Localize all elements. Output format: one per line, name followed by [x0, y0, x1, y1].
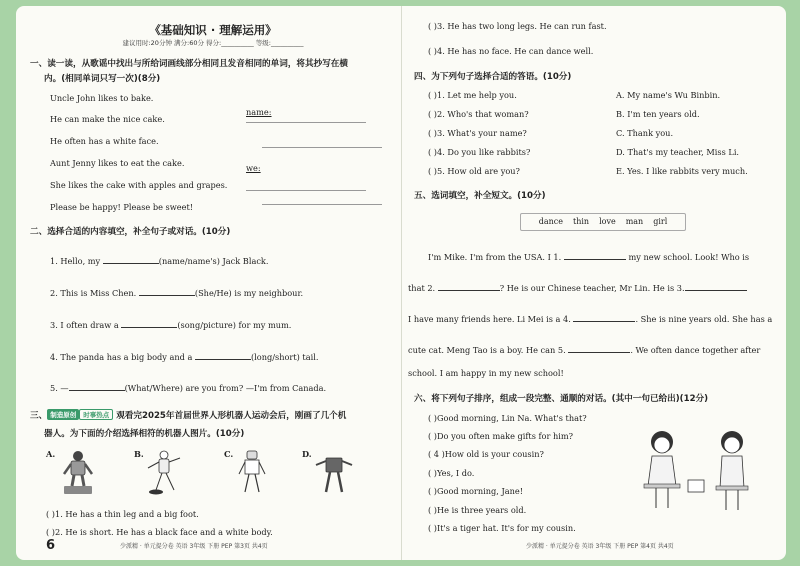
reply-c: C. Thank you. — [616, 128, 674, 138]
rhyme-line-4: Aunt Jenny likes to eat the cake. — [50, 158, 185, 168]
reply-q5: ( )5. How old are you? — [428, 166, 520, 176]
reply-q2: ( )2. Who's that woman? — [428, 109, 529, 119]
passage-blank-3[interactable] — [685, 281, 747, 291]
dialog-line-1: ( )Good morning, Lin Na. What's that? — [428, 413, 587, 423]
passage-line-1: I'm Mike. I'm from the USA. I 1. my new school. Look! Who is — [428, 252, 750, 262]
robot-label-a: A. — [46, 449, 56, 459]
section4-heading: 四、为下列句子选择合适的答语。(10分) — [414, 72, 572, 82]
robot-label-d: D. — [302, 449, 312, 459]
reply-q3: ( )3. What's your name? — [428, 128, 527, 138]
passage-line-5: school. I am happy in my new school! — [408, 368, 564, 378]
page-title: 《基础知识 · 理解运用》 — [149, 23, 277, 37]
original-tag: 制造原创 — [47, 409, 79, 420]
news-tag: 时事热点 — [79, 409, 113, 420]
robot-a-image — [56, 450, 100, 496]
passage-blank-2[interactable] — [438, 281, 500, 291]
fill-blank-3[interactable] — [121, 318, 177, 328]
answer-line-we[interactable] — [246, 186, 366, 191]
section6-heading: 六、将下列句子排序，组成一段完整、通顺的对话。(其中一句已给出)(12分) — [414, 394, 709, 404]
right-footer: 少派精 · 单元提分卷 英语 3年级 下册 PEP 第4页 共4页 — [526, 543, 674, 550]
robot-q2: ( )2. He is short. He has a black face and a white body. — [46, 527, 273, 537]
fill-blank-2[interactable] — [139, 286, 195, 296]
answer-line-name-2[interactable] — [262, 143, 382, 148]
fill-blank-4[interactable] — [195, 350, 251, 360]
robot-q3: ( )3. He has two long legs. He can run fast. — [428, 21, 607, 31]
fill-q4: 4. The panda has a big body and a (long/short) tail. — [50, 352, 319, 362]
fill-q2: 2. This is Miss Chen. (She/He) is my neighbour. — [50, 288, 304, 298]
page-number: 6 — [46, 538, 56, 553]
rhyme-line-1: Uncle John likes to bake. — [50, 93, 154, 103]
dialog-line-7: ( )It's a tiger hat. It's for my cousin. — [428, 523, 576, 533]
robot-d-image — [312, 450, 356, 496]
dialog-line-3: ( 4 )How old is your cousin? — [428, 449, 544, 459]
fill-q1: 1. Hello, my (name/name's) Jack Black. — [50, 256, 269, 266]
rhyme-line-6: Please be happy! Please be sweet! — [50, 202, 194, 212]
passage-line-4: cute cat. Meng Tao is a boy. He can 5. . We often dance together after — [408, 345, 761, 355]
word-girl: girl — [653, 217, 668, 226]
rhyme-line-3: He often has a white face. — [50, 136, 159, 146]
reply-b: B. I'm ten years old. — [616, 109, 700, 119]
reply-q4: ( )4. Do you like rabbits? — [428, 147, 531, 157]
robot-q4: ( )4. He has no face. He can dance well. — [428, 46, 594, 56]
answer-line-name[interactable] — [246, 118, 366, 123]
right-page — [408, 6, 776, 560]
word-thin: thin — [572, 217, 590, 226]
passage-blank-5[interactable] — [568, 343, 630, 353]
left-page — [30, 6, 396, 560]
rhyme-line-2: He can make the nice cake. — [50, 114, 165, 124]
exam-sheet — [16, 6, 786, 560]
section1-heading-cont: 内。(相同单词只写一次)(8分) — [44, 74, 161, 84]
left-footer: 少派精 · 单元提分卷 英语 3年级 下册 PEP 第3页 共4页 — [120, 543, 268, 550]
robot-label-b: B. — [134, 449, 144, 459]
fill-blank-1[interactable] — [103, 254, 159, 264]
robot-b-image — [142, 450, 186, 496]
score-info: 建议用时:20分钟 满分:60分 得分:__________ 等级:__________ — [122, 39, 304, 47]
rhyme-line-5: She likes the cake with apples and grapes. — [50, 180, 228, 190]
word-we-label: we: — [246, 163, 261, 173]
word-dance: dance — [538, 217, 563, 226]
section2-heading: 二、选择合适的内容填空，补全句子或对话。(10分) — [30, 227, 231, 237]
word-love: love — [599, 217, 616, 226]
robot-q1: ( )1. He has a thin leg and a big foot. — [46, 509, 199, 519]
reply-d: D. That's my teacher, Miss Li. — [616, 147, 740, 157]
reply-e: E. Yes. I like rabbits very much. — [616, 166, 748, 176]
fill-q3: 3. I often draw a (song/picture) for my mum. — [50, 320, 292, 330]
dialog-line-2: ( )Do you often make gifts for him? — [428, 431, 574, 441]
two-girls-illustration — [634, 428, 764, 518]
word-name-label: name: — [246, 107, 272, 117]
section1-heading: 一、读一读，从歌谣中找出与所给词画线部分相同且发音相同的单词，将其抄写在横 — [30, 59, 348, 69]
reply-q1: ( )1. Let me help you. — [428, 90, 517, 100]
reply-a: A. My name's Wu Binbin. — [616, 90, 721, 100]
dialog-line-4: ( )Yes, I do. — [428, 468, 475, 478]
section5-heading: 五、选词填空，补全短文。(10分) — [414, 191, 546, 201]
word-bank — [520, 213, 686, 231]
section3-heading-cont: 器人。为下面的介绍选择相符的机器人图片。(10分) — [44, 429, 245, 439]
answer-line-we-2[interactable] — [262, 200, 382, 205]
word-man: man — [625, 217, 644, 226]
passage-blank-4[interactable] — [573, 312, 635, 322]
passage-blank-1[interactable] — [564, 250, 626, 260]
fill-q5: 5. — (What/Where) are you from? —I'm from Canada. — [50, 383, 327, 393]
passage-line-3: I have many friends here. Li Mei is a 4. . She is nine years old. She has a — [408, 314, 773, 324]
robot-label-c: C. — [224, 449, 234, 459]
passage-line-2: that 2. ? He is our Chinese teacher, Mr Lin. He is 3. — [408, 281, 747, 293]
section3-heading: 三、 制造原创 时事热点 观看完2025年首届世界人形机器人运动会后，刚画了几个机 — [30, 411, 347, 421]
dialog-line-5: ( )Good morning, Jane! — [428, 486, 524, 496]
page-divider — [401, 6, 402, 560]
robot-c-image — [230, 450, 274, 496]
fill-blank-5[interactable] — [69, 381, 125, 391]
dialog-line-6: ( )He is three years old. — [428, 505, 527, 515]
